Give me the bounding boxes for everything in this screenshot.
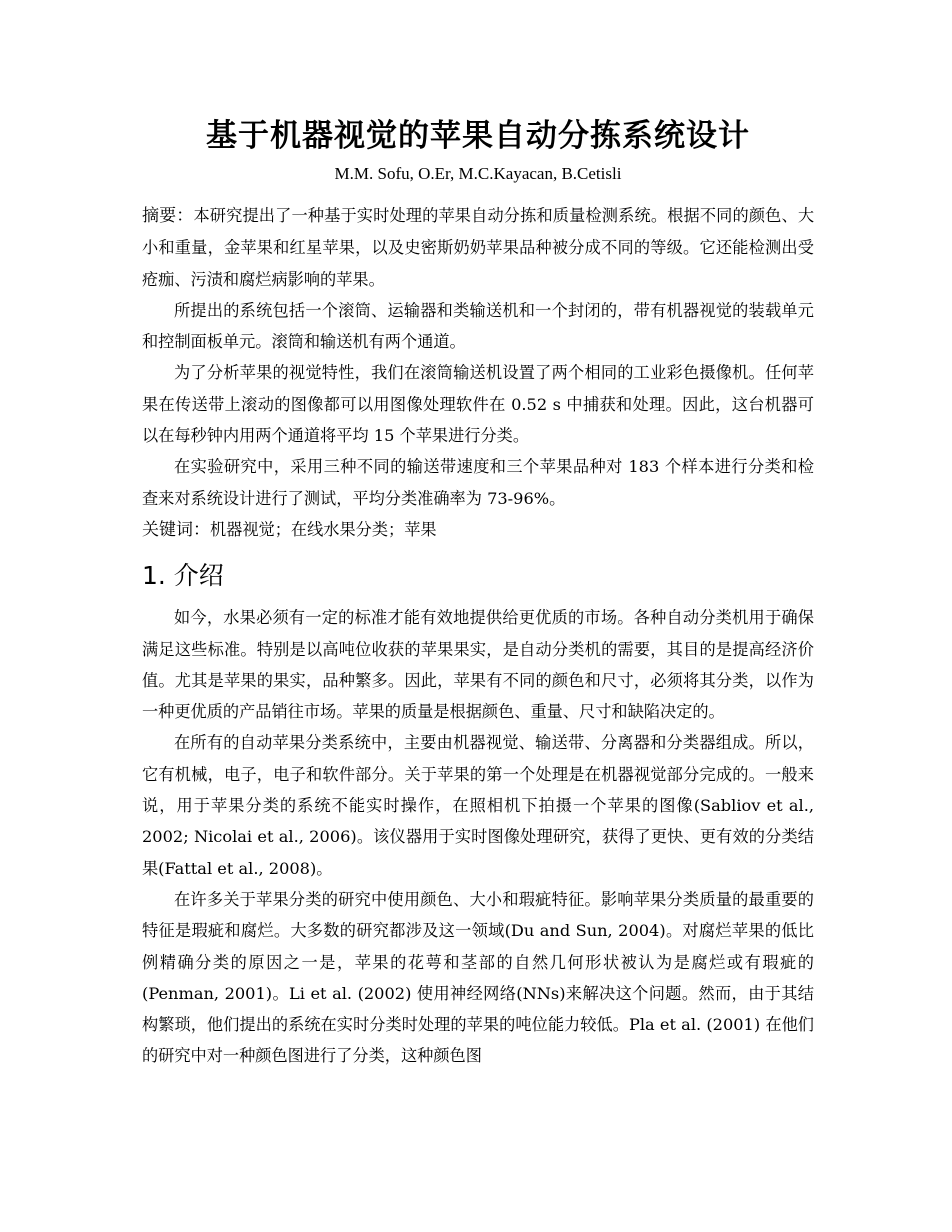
keywords-text: 机器视觉；在线水果分类；苹果	[210, 519, 437, 539]
keywords-label: 关键词：	[142, 519, 210, 540]
document-page	[142, 112, 814, 1072]
abstract-paragraph	[142, 200, 814, 295]
body-paragraph: 如今，水果必须有一定的标准才能有效地提供给更优质的市场。各种自动分类机用于确保满足这些标准。特别是以高吨位收获的苹果果实，是自动分类机的需要，其目的是提高经济价值。尤其是苹果的果实，品种繁多。因此，苹果有不同的颜色和尺寸，必须将其分类，以作为一种更优质的产品销往市场。苹果的质量是根据颜色、重量、尺寸和缺陷决定的。	[142, 608, 814, 722]
introduction-section	[142, 556, 814, 1071]
abstract-paragraph: 在实验研究中，采用三种不同的输送带速度和三个苹果品种对 183 个样本进行分类和检查来对系统设计进行了测试，平均分类准确率为 73-96%。	[142, 457, 814, 508]
author-list: M.M. Sofu, O.Er, M.C.Kayacan, B.Cetisli	[334, 164, 622, 183]
body-paragraph: 在许多关于苹果分类的研究中使用颜色、大小和瑕疵特征。影响苹果分类质量的最重要的特征是瑕疵和腐烂。大多数的研究都涉及这一领域(Du and Sun, 2004)。对腐烂苹果的低比例精确分类的原因之一是，苹果的花萼和茎部的自然几何形状被认为是腐烂或有瑕疵的(Penman, 2001)。Li et al. (2002) 使用神经网络(NNs)来解决这个问题。然而，由于其结构繁琐，他们提出的系统在实时分类时处理的苹果的吨位能力较低。Pla et al. (2001) 在他们的研究中对一种颜色图进行了分类，这种颜色图	[142, 889, 814, 1066]
abstract-section	[142, 200, 814, 514]
abstract-text: 本研究提出了一种基于实时处理的苹果自动分拣和质量检测系统。根据不同的颜色、大小和重量，金苹果和红星苹果，以及史密斯奶奶苹果品种被分成不同的等级。它还能检测出受疮痂、污渍和腐烂病影响的苹果。	[142, 206, 815, 289]
abstract-paragraph: 为了分析苹果的视觉特性，我们在滚筒输送机设置了两个相同的工业彩色摄像机。任何苹果在传送带上滚动的图像都可以用图像处理软件在 0.52 s 中捕获和处理。因此，这台机器可以在每秒钟内用两个通道将平均 15 个苹果进行分类。	[142, 363, 814, 446]
paper-title: 基于机器视觉的苹果自动分拣系统设计	[206, 118, 750, 154]
section-heading: 1. 介绍	[142, 561, 224, 591]
abstract-label: 摘要：	[142, 206, 194, 226]
abstract-paragraph: 所提出的系统包括一个滚筒、运输器和类输送机和一个封闭的，带有机器视觉的装载单元和控制面板单元。滚筒和输送机有两个通道。	[142, 300, 814, 352]
keywords-line	[142, 514, 814, 546]
body-paragraph: 在所有的自动苹果分类系统中，主要由机器视觉、输送带、分离器和分类器组成。所以，它有机械，电子，电子和软件部分。关于苹果的第一个处理是在机器视觉部分完成的。一般来说，用于苹果分类的系统不能实时操作，在照相机下拍摄一个苹果的图像(Sabliov et al., 2002; Nicolai et al., 2006)。该仪器用于实时图像处理研究，获得了更快、更有效的分类结果(Fattal et al., 2008)。	[142, 733, 814, 878]
